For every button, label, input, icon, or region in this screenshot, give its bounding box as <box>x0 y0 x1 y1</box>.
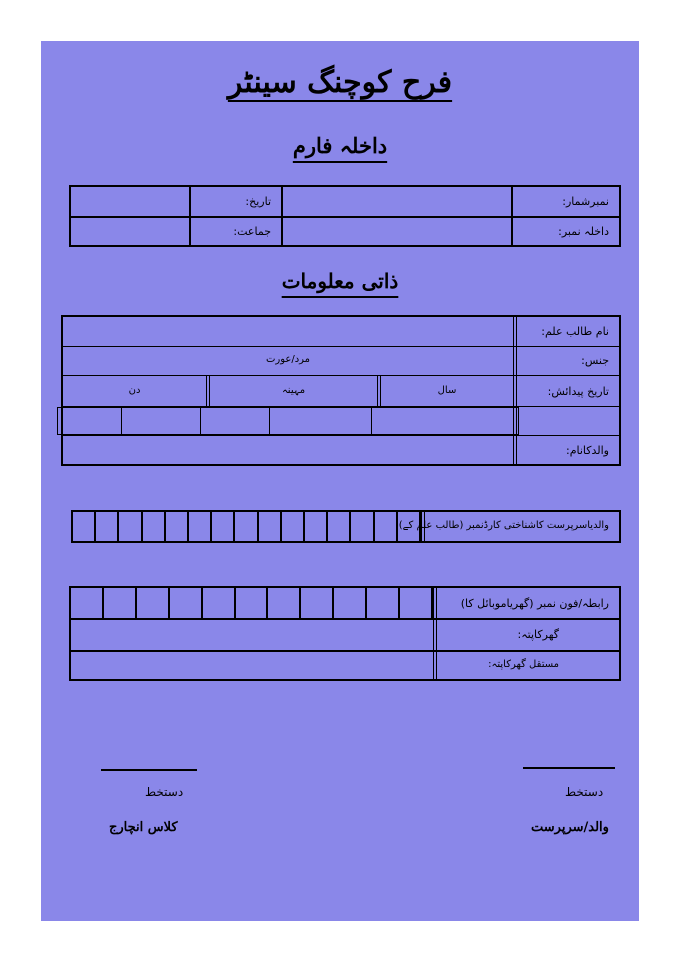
digit-box[interactable] <box>367 588 400 618</box>
left-signature-line[interactable] <box>101 769 197 771</box>
digit-box[interactable] <box>375 512 398 541</box>
digit-box[interactable] <box>301 588 334 618</box>
digit-box[interactable] <box>166 512 189 541</box>
admin-table <box>69 185 621 247</box>
digit-box[interactable] <box>96 512 119 541</box>
digit-box[interactable] <box>351 512 374 541</box>
right-signature-label: دستخط <box>565 785 604 799</box>
date-field[interactable] <box>71 187 189 216</box>
digit-box[interactable] <box>268 588 301 618</box>
parent-guardian-label: والد/سرپرست <box>531 820 609 835</box>
form-page <box>41 41 639 921</box>
left-signature-label: دستخط <box>145 785 184 799</box>
digit-box[interactable] <box>235 512 258 541</box>
phone-number-boxes[interactable] <box>71 588 433 618</box>
gender-label: جنس: <box>581 354 609 367</box>
personal-info-heading: ذاتی معلومات <box>281 269 399 293</box>
digit-box[interactable] <box>104 588 137 618</box>
digit-box[interactable] <box>212 512 235 541</box>
digit-box[interactable] <box>73 512 96 541</box>
dob-day-field[interactable]: دن <box>128 385 141 396</box>
digit-box[interactable] <box>400 588 433 618</box>
phone-label: رابطہ/فون نمبر (گھریاموبائل کا) <box>460 597 609 610</box>
personal-info-table <box>61 315 621 466</box>
form-title: داخلہ فارم <box>292 133 388 158</box>
serial-number-field[interactable] <box>283 187 511 216</box>
contact-table <box>69 586 621 681</box>
gender-field[interactable]: مرد/عورت <box>265 354 311 365</box>
digit-box[interactable] <box>334 588 367 618</box>
digit-box[interactable] <box>189 512 212 541</box>
dob-year-field[interactable]: سال <box>437 385 457 396</box>
student-name-label: نام طالب علم: <box>541 325 609 338</box>
home-address-label: گھرکاپتہ: <box>517 628 559 641</box>
home-address-field[interactable] <box>71 620 433 650</box>
permanent-address-label: مستقل گھرکاپتہ: <box>488 659 559 670</box>
date-label: تاریخ: <box>245 195 271 208</box>
father-name-field[interactable] <box>63 436 513 464</box>
serial-number-label: نمبرشمار: <box>562 195 609 208</box>
id-card-number-boxes[interactable] <box>73 512 421 541</box>
digit-box[interactable] <box>328 512 351 541</box>
digit-box[interactable] <box>71 588 104 618</box>
father-name-label: والدکانام: <box>565 444 609 457</box>
permanent-address-field[interactable] <box>71 652 433 679</box>
center-name-heading: فرح کوچنگ سینٹر <box>227 65 453 100</box>
digit-box[interactable] <box>143 512 166 541</box>
digit-box[interactable] <box>170 588 203 618</box>
dob-label: تاریخ پیدائش: <box>547 385 609 398</box>
student-name-field[interactable] <box>63 317 513 346</box>
id-card-row <box>71 510 621 543</box>
admission-number-label: داخلہ نمبر: <box>558 225 609 238</box>
extra-row-field[interactable] <box>63 407 619 435</box>
digit-box[interactable] <box>282 512 305 541</box>
digit-box[interactable] <box>137 588 170 618</box>
id-card-label: والدیاسرپرست کاشناختی کارڈنمبر (طالب علم کے) <box>398 520 609 531</box>
digit-box[interactable] <box>305 512 328 541</box>
class-label: جماعت: <box>233 225 271 238</box>
right-signature-line[interactable] <box>523 767 615 769</box>
digit-box[interactable] <box>259 512 282 541</box>
digit-box[interactable] <box>236 588 269 618</box>
digit-box[interactable] <box>203 588 236 618</box>
digit-box[interactable] <box>119 512 142 541</box>
dob-month-field[interactable]: مہینہ <box>281 385 306 396</box>
admission-number-field[interactable] <box>283 218 511 245</box>
class-incharge-label: کلاس انچارج <box>109 820 178 835</box>
class-field[interactable] <box>71 218 189 245</box>
